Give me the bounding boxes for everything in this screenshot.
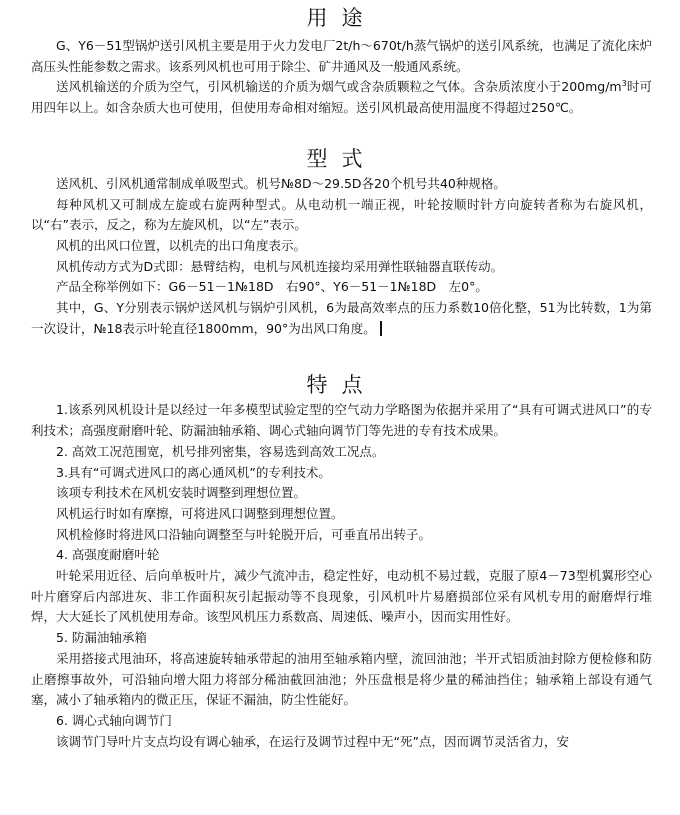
- features-paragraph-9: 5. 防漏油轴承箱: [56, 630, 147, 646]
- features-paragraph-11: 6. 调心式轴向调节门: [56, 712, 172, 728]
- usage-paragraph-1: G、Y6－51型锅炉送引风机主要是用于火力发电厂2t/h～670t/h蒸气锅炉的送引风系统，也满足了流化床炉高压头性能参数之需求。该系列风机也可用于除尘、矿井通风及一般通风系统。: [31, 38, 652, 74]
- features-paragraph-12: 该调节门导叶片支点均设有调心轴承，在运行及调节过程中无“死”点，因而调节灵活省力，安: [56, 733, 569, 749]
- features-paragraph-3: 3.具有“可调式进风口的离心通风机”的专利技术。: [56, 464, 331, 480]
- features-paragraph-10: 采用搭接式甩油环，将高速旋转轴承带起的油用至轴承箱内壁，流回油池；半开式铝质油封除方便检修和防止磨擦事故外，可沿轴向增大阻力将部分稀油截回油池；外压盘根是将少量的稀油挡住；轴承箱上部设有通气塞，减小了轴承箱内的微正压，保证不漏油，防尘性能好。: [31, 650, 652, 708]
- model-paragraph-5: 产品全称举例如下：G6－51－1№18D 右90°、Y6－51－1№18D 左0°。: [56, 279, 488, 295]
- features-paragraph-4: 该项专利技术在风机安装时调整到理想位置。: [56, 485, 307, 501]
- section-title-usage: 用途: [306, 6, 377, 30]
- features-paragraph-2: 2. 高效工况范围宽，机号排列密集，容易选到高效工况点。: [56, 443, 385, 459]
- features-paragraph-7: 4. 高强度耐磨叶轮: [56, 547, 160, 563]
- section-title-model: 型式: [306, 146, 377, 171]
- model-paragraph-1: 送风机、引风机通常制成单吸型式。机号№8D～29.5D各20个机号共40种规格。: [56, 175, 506, 191]
- usage-paragraph-2: [31, 77, 652, 118]
- features-paragraph-5: 风机运行时如有摩擦，可将进风口调整到理想位置。: [56, 505, 344, 521]
- model-paragraph-3: 风机的出风口位置，以机壳的出口角度表示。: [56, 237, 307, 253]
- features-paragraph-6: 风机检修时将进风口沿轴向调整至与叶轮脱开后，可垂直吊出转子。: [56, 526, 432, 542]
- text-cursor: [380, 321, 382, 336]
- usage-paragraph-2-text-a: 送风机输送的介质为空气，引风机输送的介质为烟气或含杂质颗粒之气体。含杂质浓度小于200mg/m: [56, 79, 622, 95]
- features-paragraph-8: 叶轮采用近径、后向单板叶片，减少气流冲击，稳定性好，电动机不易过载，克服了原4－73型机翼形空心叶片磨穿后内部进灰、非工作面积灰引起振动等不良现象，引风机叶片易磨损部位采有风机专用的耐磨焊行堆焊，大大延长了风机使用寿命。该型风机压力系数高、周速低、噪声小，因而实用性好。: [31, 568, 652, 625]
- superscript-3: 3: [621, 79, 627, 89]
- section-title-features: 特点: [306, 373, 377, 398]
- model-paragraph-6: [31, 298, 652, 339]
- model-paragraph-4: 风机传动方式为D式即：悬臂结构，电机与风机连接均采用弹性联轴器直联传动。: [56, 258, 504, 274]
- model-paragraph-2: 每种风机又可制成左旋或右旋两种型式。从电动机一端正视，叶轮按顺时针方向旋转者称为右旋风机，以“右”表示，反之，称为左旋风机，以“左”表示。: [31, 196, 652, 233]
- usage-paragraph-2-text-b: 时可用四年以上。如含杂质大也可使用，但使用寿命相对缩短。送引风机最高使用温度不得超过250℃。: [31, 79, 652, 116]
- features-paragraph-1: 1.该系列风机设计是以经过一年多模型试验定型的空气动力学略图为依据并采用了“具有可调式进风口”的专利技术；高强度耐磨叶轮、防漏油轴承箱、调心式轴向调节门等先进的专有技术成果。: [31, 402, 652, 439]
- model-paragraph-6-text: 其中，G、Y分别表示锅炉送风机与锅炉引风机，6为最高效率点的压力系数10倍化整，51为比转数，1为第一次设计，№18表示叶轮直径1800mm，90°为出风口角度。: [31, 300, 652, 336]
